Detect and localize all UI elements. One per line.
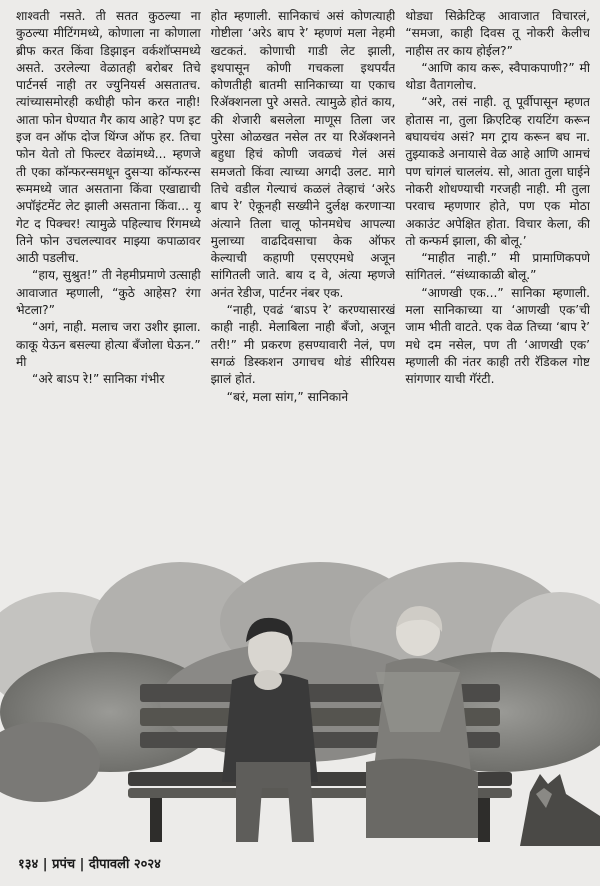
page-footer: १३४ | प्रपंच | दीपावली २०२४: [18, 857, 161, 872]
dog-figure: [520, 774, 600, 846]
text-column-1: [16, 8, 201, 556]
paragraph: “अरे बाऽप रे!” सानिका गंभीर: [32, 372, 165, 387]
paragraph: “बरं, मला सांग,” सानिकाने: [226, 389, 349, 404]
paragraph: होत म्हणाली. सानिकाचं असं कोणत्याही गोष्टीला ‘अरेऽ बाप रे’ म्हणणं मला नेहमी खटकतं. कोणाची गाडी लेट झाली, इथपासून कोणी गचकला इथपर्यंत कोणतीही बातमी सानिकाच्या या एकाच रिॲक्शनला पुरे असते. त्यामुळे होतं काय, की शेजारी बसलेला माणूस तिला जर पुरेसा ओळखत नसेल तर या रिॲक्शनने बहुधा हिचं कोणी जवळचं गेलं असं समजतो किंवा त्याच्या अगदी उलट. मागे तिचे वडील गेल्याचं कळलं तेव्हाचं ‘अरेऽ बाप रे’ ऐकूनही सख्यीने दुर्लक्ष करणाऱ्या अंत्याने तिला चालू फोनमधेच आपल्या मुलाच्या वाढदिवसाचा केक ऑफर केल्याची कहाणी एसएएमधे अजून सांगितली जाते. बाय द वे, अंत्या म्हणजे अनंत रेडीज, पार्टनर नंबर एक.: [210, 9, 396, 300]
article-body: [16, 8, 590, 556]
paragraph: “अरे, तसं नाही. तू पूर्वीपासून म्हणत होतास ना, तुला क्रिएटिव्ह रायटिंग करून बघायचंय असं? मग ट्राय करून बघ ना. तुझ्याकडे अनायासे वेळ आहे आणि आमचं पण चांगलं चाललंय. सो, आता तुला घाईने नोकरी शोधण्याची गरजही नाही. मी तुला परवाच म्हणणार होते, पण एक मोठा अकाउंट अपेक्षित होता. विचार केला, की तो कन्फर्म झाला, की बोलू.’: [405, 95, 591, 248]
park-bench-illustration: [0, 562, 600, 846]
paragraph: शाश्वती नसते. ती सतत कुठल्या ना कुठल्या मीटिंगमध्ये, कोणाला ना कोणाला ब्रीफ करत किंवा डिझाइन वर्कशॉप्समध्ये असते. उरलेल्या वेळातही बरोबर तिचे पार्टनर्स नाही तर ज्युनियर्स असतातच. त्यांच्यासमोरही कधीही फोन करत नाही! आता फोन घेण्यात गैर काय आहे? पण इट इज वन ऑफ दोज थिंग्ज ऑफ हर. तिचा फोन येतो तो फिल्टर वेळांमध्ये... म्हणजे ती एका कॉन्फरन्समधून दुसऱ्या कॉन्फरन्स रूममध्ये जात असताना किंवा एखाद्याची अपॉइंटमेंट लेट झाली असताना किंवा... यू गेट द पिक्चर! त्यामुळे पहिल्याच रिंगमध्ये तिने फोन उचलल्यावर माझ्या कपाळावर आठी पडलीच.: [16, 9, 201, 266]
paragraph: “नाही, एवढं ‘बाऽप रे’ करण्यासारखं काही नाही. मेलाबिला नाही बँजो, अजून तरी!” मी प्रकरण हसण्यावारी नेलं, पण सगळं डिस्कशन उगाचच थोडं सीरियस झालं होतं.: [210, 303, 396, 387]
paragraph: “अगं, नाही. मलाच जरा उशीर झाला. काकू येऊन बसल्या होत्या बँजोला घेऊन.” मी: [16, 320, 201, 369]
paragraph: थोड्या सिक्रेटिव्ह आवाजात विचारलं, “समजा, काही दिवस तू नोकरी केलीच नाहीस तर काय होईल?”: [405, 9, 591, 58]
paragraph: “आणखी एक...” सानिका म्हणाली. मला सानिकाच्या या ‘आणखी एक’ची जाम भीती वाटते. एक वेळ तिच्या ‘बाप रे’ मधे दम नसेल, पण ती ‘आणखी एक’ म्हणाली की नंतर काही तरी रॅडिकल गोष्ट सांगणार याची गॅरंटी.: [405, 285, 591, 387]
paragraph: “आणि काय करू, स्वैपाकपाणी?” मी थोडा वैतागलोच.: [405, 60, 591, 93]
paragraph: “माहीत नाही.” मी प्रामाणिकपणे सांगितलं. “संध्याकाळी बोलू.”: [405, 251, 591, 283]
text-column-2: [211, 8, 396, 556]
paragraph: “हाय, सुश्रुत!” ती नेहमीप्रमाणे उत्साही आवाजात म्हणाली, “कुठे आहेस? रंगा भेटला?”: [16, 268, 201, 318]
text-column-3: [405, 8, 590, 556]
